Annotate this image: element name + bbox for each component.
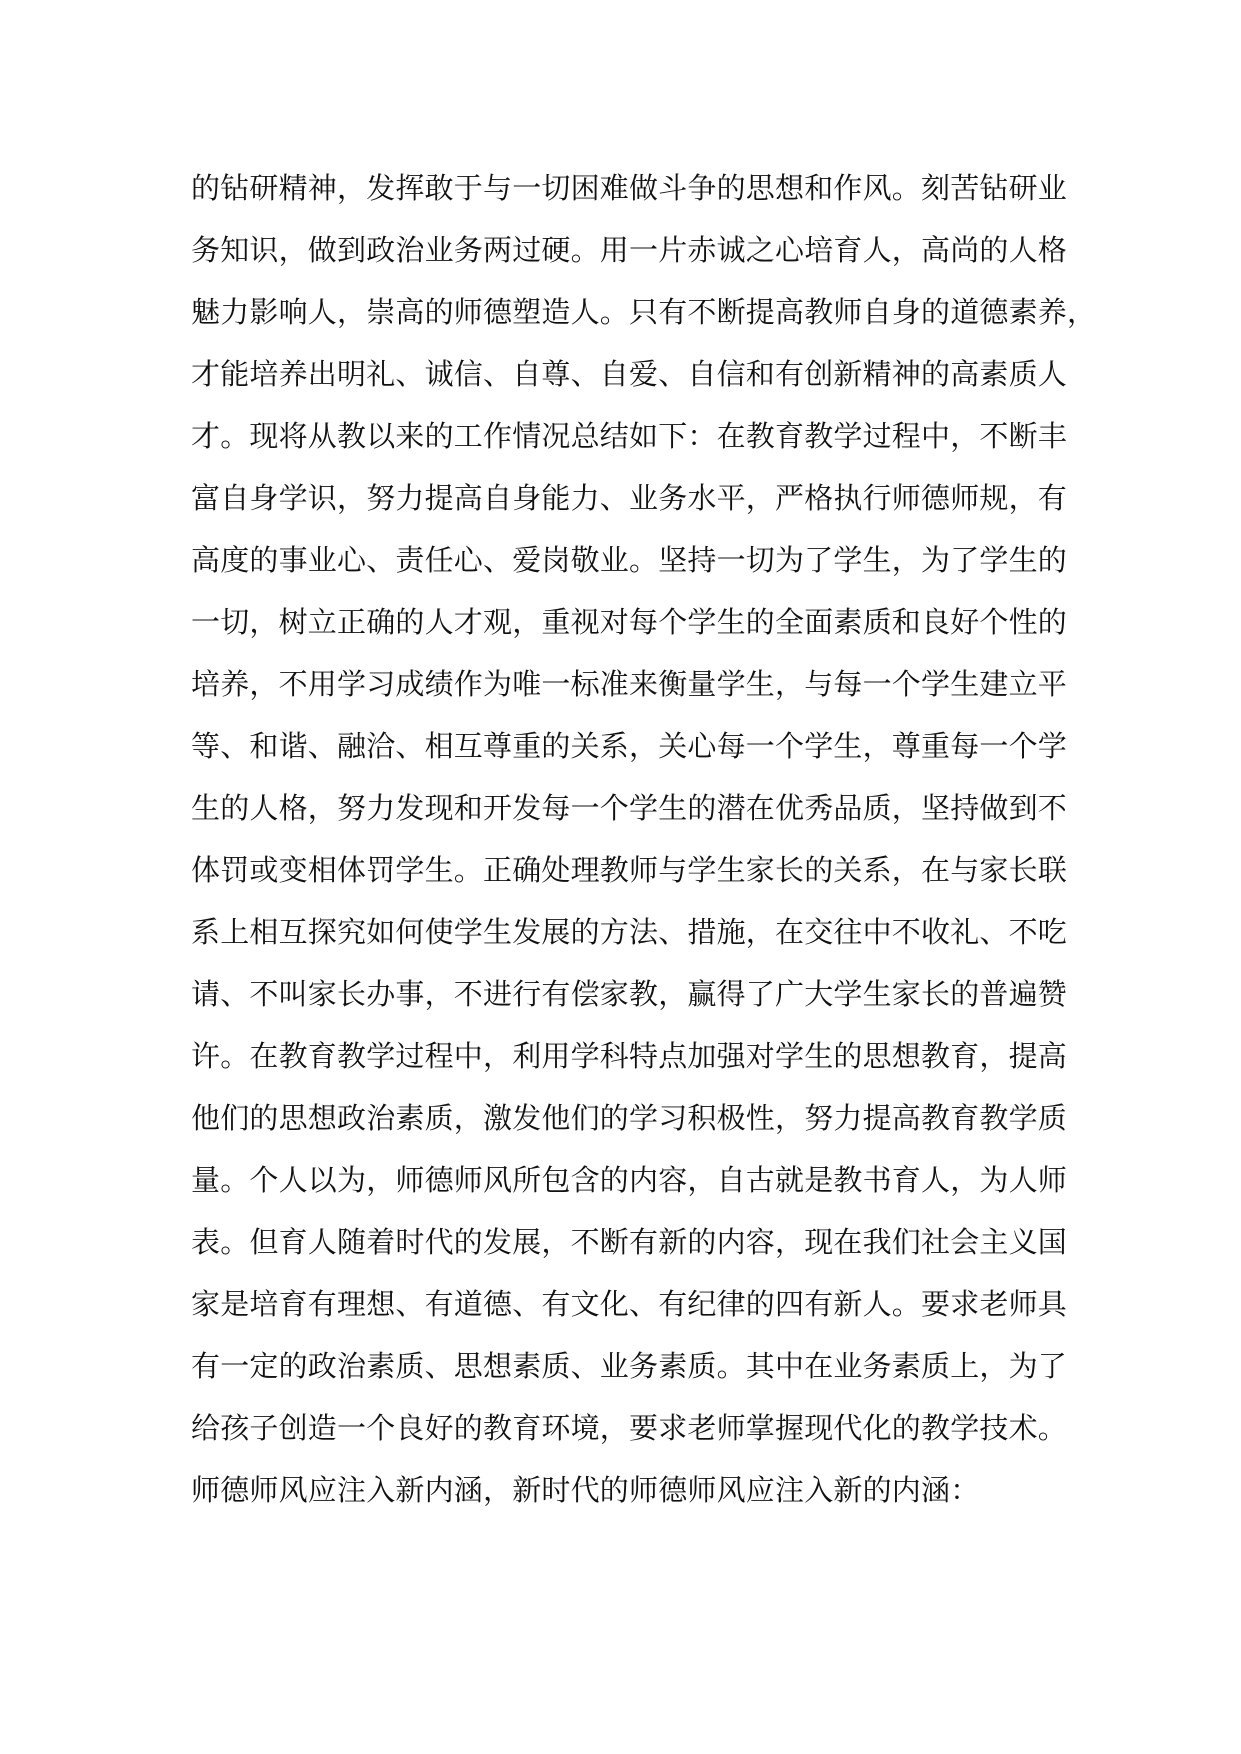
text-line: 有一定的政治素质、思想素质、业务素质。其中在业务素质上，为了 — [191, 1349, 1068, 1383]
text-line: 等、和谐、融洽、相互尊重的关系，关心每一个学生，尊重每一个学 — [191, 729, 1068, 763]
text-line: 许。在教育教学过程中，利用学科特点加强对学生的思想教育，提高 — [191, 1039, 1068, 1073]
text-line: 系上相互探究如何使学生发展的方法、措施，在交往中不收礼、不吃 — [191, 915, 1068, 949]
text-line: 他们的思想政治素质，激发他们的学习积极性，努力提高教育教学质 — [191, 1101, 1068, 1135]
text-line: 生的人格，努力发现和开发每一个学生的潜在优秀品质，坚持做到不 — [191, 791, 1068, 825]
text-line: 体罚或变相体罚学生。正确处理教师与学生家长的关系，在与家长联 — [191, 853, 1068, 887]
text-line: 给孩子创造一个良好的教育环境，要求老师掌握现代化的教学技术。 — [191, 1411, 1068, 1445]
text-line: 魅力影响人，崇高的师德塑造人。只有不断提高教师自身的道德素养， — [191, 295, 1097, 329]
text-line: 师德师风应注入新内涵，新时代的师德师风应注入新的内涵： — [191, 1473, 980, 1507]
text-line: 务知识，做到政治业务两过硬。用一片赤诚之心培育人，高尚的人格 — [191, 233, 1068, 267]
text-line: 请、不叫家长办事，不进行有偿家教，赢得了广大学生家长的普遍赞 — [191, 977, 1068, 1011]
text-line: 高度的事业心、责任心、爱岗敬业。坚持一切为了学生，为了学生的 — [191, 543, 1068, 577]
text-line: 量。个人以为，师德师风所包含的内容，自古就是教书育人，为人师 — [191, 1163, 1068, 1197]
text-line: 才。现将从教以来的工作情况总结如下：在教育教学过程中，不断丰 — [191, 419, 1068, 453]
text-line: 培养，不用学习成绩作为唯一标准来衡量学生，与每一个学生建立平 — [191, 667, 1068, 701]
text-line: 家是培育有理想、有道德、有文化、有纪律的四有新人。要求老师具 — [191, 1287, 1068, 1321]
body-text — [191, 157, 1097, 1521]
text-line: 才能培养出明礼、诚信、自尊、自爱、自信和有创新精神的高素质人 — [191, 357, 1068, 391]
text-line: 一切，树立正确的人才观，重视对每个学生的全面素质和良好个性的 — [191, 605, 1068, 639]
text-line: 表。但育人随着时代的发展，不断有新的内容，现在我们社会主义国 — [191, 1225, 1068, 1259]
text-line: 的钻研精神，发挥敢于与一切困难做斗争的思想和作风。刻苦钻研业 — [191, 171, 1068, 205]
text-line: 富自身学识，努力提高自身能力、业务水平，严格执行师德师规，有 — [191, 481, 1068, 515]
